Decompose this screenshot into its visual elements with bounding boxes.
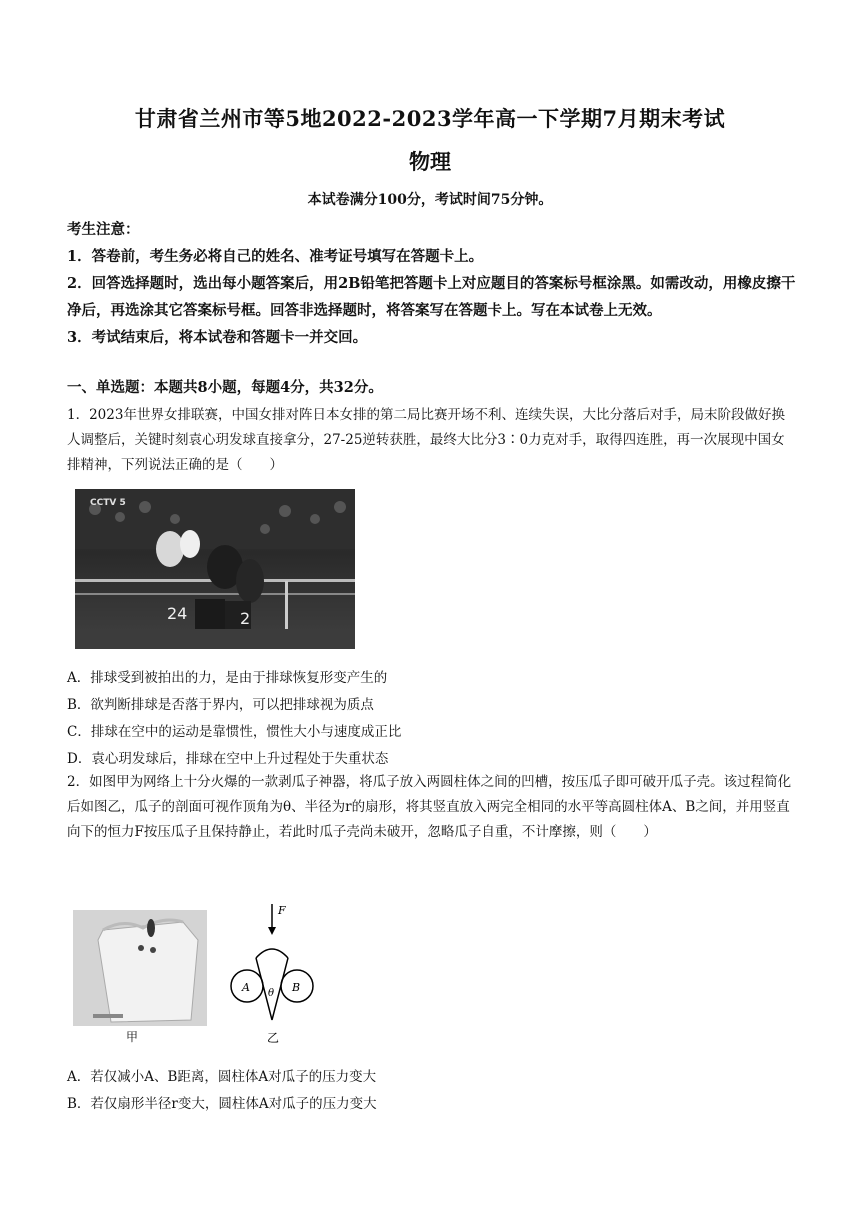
- seed-cracker-device: [73, 910, 207, 1026]
- jersey-number: 24: [167, 604, 188, 623]
- note-item: 2．回答选择题时，选出每小题答案后，用2B铅笔把答题卡上对应题目的答案标号框涂黑。如需改动，用橡皮擦干净后，再选涂其它答案标号框。回答非选择题时，将答案写在答题卡上。写在本试卷上无效。: [67, 275, 796, 319]
- option-d: D．袁心玥发球后，排球在空中上升过程处于失重状态: [67, 751, 389, 767]
- question-2-stem: 2．如图甲为网络上十分火爆的一款剥瓜子神器，将瓜子放入两圆柱体之间的凹槽，按压瓜子即可破开瓜子壳。该过程简化后如图乙，瓜子的剖面可视作顶角为θ、半径为r的扇形，将其竖直放入两完全相同的水平等高圆柱体A、B之间，并用竖直向下的恒力F按压瓜子且保持静止，若此时瓜子壳尚未破开，忽略瓜子自重，不计摩擦，则（ ）: [67, 774, 792, 840]
- exam-meta: 本试卷满分100分，考试时间75分钟。: [307, 192, 553, 208]
- seed-cracker-photo: [73, 910, 207, 1026]
- option-a: A．若仅减小A、B距离，圆柱体A对瓜子的压力变大: [67, 1069, 377, 1085]
- volleyball-photo: [75, 489, 355, 649]
- note-item: 3．考试结束后，将本试卷和答题卡一并交回。: [67, 329, 368, 346]
- note-item: 1．答卷前，考生务必将自己的姓名、准考证号填写在答题卡上。: [67, 248, 484, 265]
- figure-label-yi: 乙: [267, 1031, 280, 1045]
- candidate-notes: [67, 216, 797, 351]
- angle-label: θ: [268, 988, 275, 999]
- cylinder-b-label: B: [292, 981, 301, 994]
- subject-title: 物理: [409, 149, 451, 174]
- force-diagram: [222, 900, 332, 1050]
- option-a: A．排球受到被拍出的力，是由于排球恢复形变产生的: [67, 670, 388, 686]
- figure-label-jia: 甲: [126, 1030, 139, 1044]
- section-heading: 一、单选题：本题共8小题，每题4分，共32分。: [67, 379, 383, 396]
- sector-diagram: [222, 900, 332, 1050]
- exam-title: 甘肃省兰州市等5地2022-2023学年高一下学期7月期末考试: [134, 106, 726, 131]
- option-b: B．欲判断排球是否落于界内，可以把排球视为质点: [67, 697, 374, 713]
- jersey-number: 2: [240, 609, 251, 628]
- question-1-stem: 1．2023年世界女排联赛，中国女排对阵日本女排的第二局比赛开场不利、连续失误，大比分落后对手，局末阶段做好换人调整后，关键时刻袁心玥发球直接拿分，27-25逆转获胜，最终大比分3∶0力克对手，取得四连胜，再一次展现中国女排精神，下列说法正确的是（ ）: [67, 407, 785, 473]
- option-b: B．若仅扇形半径r变大，圆柱体A对瓜子的压力变大: [67, 1096, 377, 1112]
- force-label: F: [278, 904, 286, 917]
- notes-heading: 考生注意：: [67, 221, 140, 238]
- cylinder-a-label: A: [242, 981, 250, 994]
- volleyball-scene: [75, 489, 355, 649]
- tv-logo: CCTV 5: [90, 498, 126, 508]
- option-c: C．排球在空中的运动是靠惯性，惯性大小与速度成正比: [67, 724, 402, 740]
